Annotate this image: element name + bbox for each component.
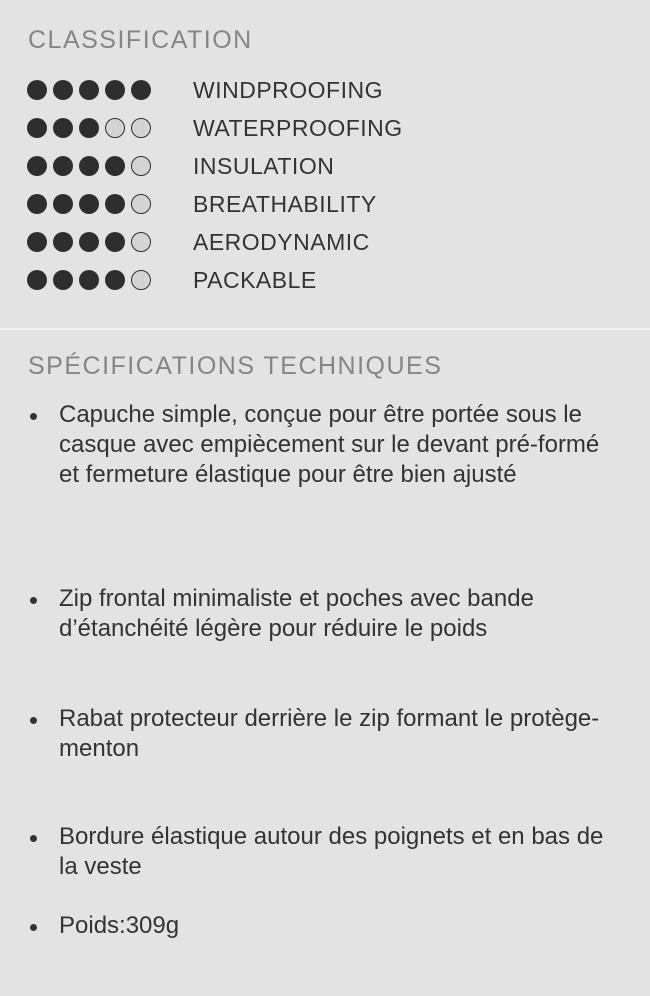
rating-dot-icon xyxy=(79,232,99,252)
spec-item xyxy=(30,911,620,941)
rating-dots xyxy=(27,270,193,290)
rating-dots xyxy=(27,194,193,214)
rating-dot-icon xyxy=(53,194,73,214)
rating-label: WINDPROOFING xyxy=(193,76,383,103)
spec-item xyxy=(30,704,620,764)
bullet-icon xyxy=(30,924,37,931)
rating-dot-icon xyxy=(131,232,151,252)
section-divider xyxy=(0,328,650,330)
rating-row-insulation xyxy=(27,147,403,185)
rating-dots xyxy=(27,232,193,252)
rating-dot-icon xyxy=(27,156,47,176)
spec-text: Capuche simple, conçue pour être portée sous le casque avec empiècement sur le devant pré-formé et fermeture élastique pour être bien ajusté xyxy=(59,401,600,488)
rating-dot-icon xyxy=(105,156,125,176)
rating-row-windproofing xyxy=(27,71,403,109)
rating-dot-icon xyxy=(131,194,151,214)
bullet-icon xyxy=(30,413,37,420)
rating-dot-icon xyxy=(131,156,151,176)
rating-dot-icon xyxy=(79,80,99,100)
rating-dot-icon xyxy=(79,194,99,214)
rating-dot-icon xyxy=(27,232,47,252)
rating-label: BREATHABILITY xyxy=(193,190,377,217)
classification-title: CLASSIFICATION xyxy=(28,26,253,54)
rating-dot-icon xyxy=(79,118,99,138)
rating-dot-icon xyxy=(27,270,47,290)
rating-dot-icon xyxy=(105,80,125,100)
rating-dot-icon xyxy=(27,80,47,100)
rating-label: INSULATION xyxy=(193,152,335,179)
spec-text: Poids:309g xyxy=(59,912,180,939)
bullet-icon xyxy=(30,717,37,724)
rating-dot-icon xyxy=(53,232,73,252)
spec-item xyxy=(30,400,620,490)
rating-dot-icon xyxy=(131,80,151,100)
bullet-icon xyxy=(30,597,37,604)
rating-dot-icon xyxy=(105,118,125,138)
spec-item xyxy=(30,584,620,644)
rating-dot-icon xyxy=(53,270,73,290)
rating-dot-icon xyxy=(27,118,47,138)
rating-dot-icon xyxy=(79,270,99,290)
rating-row-aerodynamic xyxy=(27,223,403,261)
rating-dot-icon xyxy=(105,270,125,290)
rating-row-waterproofing xyxy=(27,109,403,147)
rating-dots xyxy=(27,80,193,100)
rating-dot-icon xyxy=(105,194,125,214)
rating-list xyxy=(27,71,403,299)
rating-dot-icon xyxy=(105,232,125,252)
rating-dot-icon xyxy=(53,156,73,176)
spec-text: Rabat protecteur derrière le zip formant le protège-menton xyxy=(59,705,600,762)
rating-dot-icon xyxy=(131,118,151,138)
specs-title: SPÉCIFICATIONS TECHNIQUES xyxy=(28,352,443,380)
rating-dot-icon xyxy=(27,194,47,214)
rating-row-packable xyxy=(27,261,403,299)
rating-row-breathability xyxy=(27,185,403,223)
rating-dot-icon xyxy=(53,80,73,100)
spec-text: Zip frontal minimaliste et poches avec bande d’étanchéité légère pour réduire le poids xyxy=(59,585,534,642)
bullet-icon xyxy=(30,835,37,842)
rating-label: PACKABLE xyxy=(193,266,317,293)
rating-dot-icon xyxy=(79,156,99,176)
rating-dot-icon xyxy=(53,118,73,138)
rating-dot-icon xyxy=(131,270,151,290)
rating-dots xyxy=(27,118,193,138)
rating-label: AERODYNAMIC xyxy=(193,228,370,255)
classification-section xyxy=(0,0,650,328)
rating-dots xyxy=(27,156,193,176)
rating-label: WATERPROOFING xyxy=(193,114,403,141)
spec-item xyxy=(30,822,620,882)
spec-text: Bordure élastique autour des poignets et en bas de la veste xyxy=(59,823,604,880)
